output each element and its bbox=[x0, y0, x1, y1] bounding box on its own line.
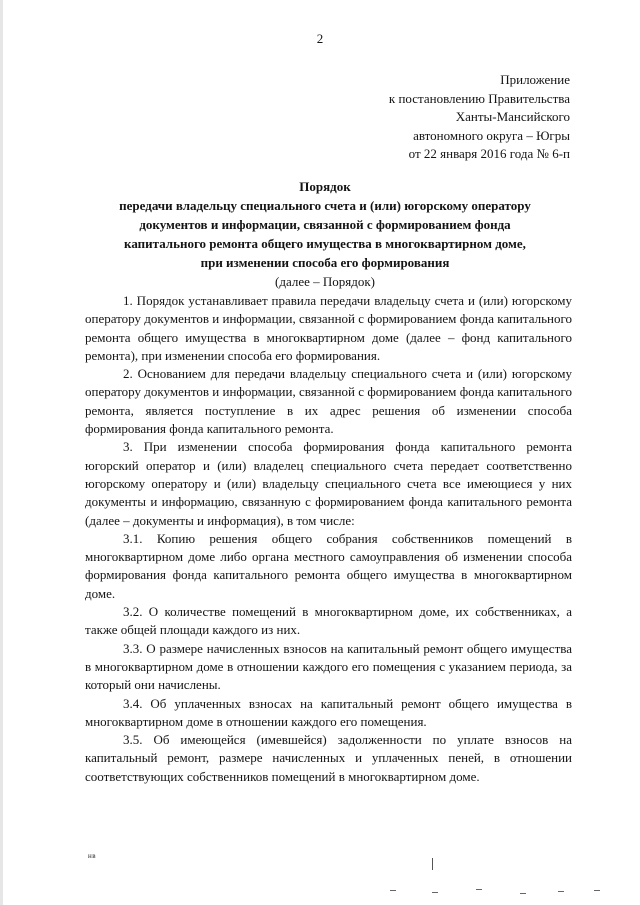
appendix-line-3: Ханты-Мансийского bbox=[455, 109, 570, 124]
scan-speck bbox=[520, 893, 526, 894]
paragraph-3-3: 3.3. О размере начисленных взносов на капитальный ремонт общего имущества в многоквартирном доме в отношении каждого его помещения с указанием периода, за который они начислены. bbox=[85, 640, 572, 693]
scan-speck bbox=[594, 890, 600, 891]
scan-speck bbox=[432, 892, 438, 893]
footer-mark: нв bbox=[88, 852, 97, 860]
page-number: 2 bbox=[316, 31, 324, 46]
title-line-1: передачи владельцу специального счета и (или) югорскому оператору bbox=[119, 198, 531, 213]
appendix-line-4: автономного округа – Югры bbox=[413, 127, 570, 143]
scan-noise bbox=[380, 887, 620, 897]
document-title bbox=[80, 177, 570, 291]
paragraph-3-2: 3.2. О количестве помещений в многоквартирном доме, их собственниках, а также общей площади каждого из них. bbox=[85, 604, 572, 638]
scan-speck bbox=[476, 889, 482, 890]
paragraph-3-1: 3.1. Копию решения общего собрания собственников помещений в многоквартирном доме либо органа местного самоуправления об изменении способа формирования фонда капитального ремонта общего имущества в многоквартирном доме. bbox=[85, 530, 572, 601]
title-heading: Порядок bbox=[299, 179, 351, 194]
scan-speck bbox=[558, 891, 564, 892]
appendix-line-5: от 22 января 2016 года № 6-п bbox=[408, 146, 570, 161]
paragraph-3-4: 3.4. Об уплаченных взносах на капитальный ремонт общего имущества в многоквартирном доме в отношении каждого его помещения. bbox=[85, 695, 572, 729]
title-line-4: при изменении способа его формирования bbox=[200, 255, 450, 270]
paragraph-3: 3. При изменении способа формирования фонда капитального ремонта югорский оператор и (или) владелец специального счета передает соответственно югорскому оператору и (или) владельцу специального счета все имеющиеся у них документы и информацию, связанную с формированием фонда капитального ремонта (далее – документы и информация), в том числе: bbox=[85, 439, 572, 528]
paragraph-3-5: 3.5. Об имеющейся (имевшейся) задолженности по уплате взносов на капитальный ремонт, размере начисленных и уплаченных пеней, в отношении соответствующих собственников помещений в многоквартирном доме. bbox=[85, 732, 572, 784]
scan-edge bbox=[0, 0, 3, 905]
appendix-block bbox=[389, 71, 570, 164]
paragraph-1: 1. Порядок устанавливает правила передачи владельцу счета и (или) югорскому оператору документов и информации, связанной с формированием фонда капитального ремонта общего имущества в многоквартирном доме (далее – фонд капитального ремонта), при изменении способа его формирования. bbox=[85, 293, 572, 363]
scan-tick-mark bbox=[432, 858, 433, 870]
title-line-3: капитального ремонта общего имущества в многоквартирном доме, bbox=[124, 236, 526, 251]
scan-speck bbox=[390, 890, 396, 891]
appendix-line-2: к постановлению Правительства bbox=[388, 90, 570, 106]
document-body bbox=[85, 292, 572, 786]
appendix-line-1: Приложение bbox=[500, 72, 570, 87]
paragraph-2: 2. Основанием для передачи владельцу специального счета и (или) югорскому оператору документов и информации, связанной с формированием фонда капитального ремонта, является поступление в их адрес решения об изменении способа формирования фонда капитального ремонта. bbox=[85, 366, 572, 437]
title-note: (далее – Порядок) bbox=[275, 274, 375, 289]
title-line-2: документов и информации, связанной с формированием фонда bbox=[139, 217, 511, 232]
